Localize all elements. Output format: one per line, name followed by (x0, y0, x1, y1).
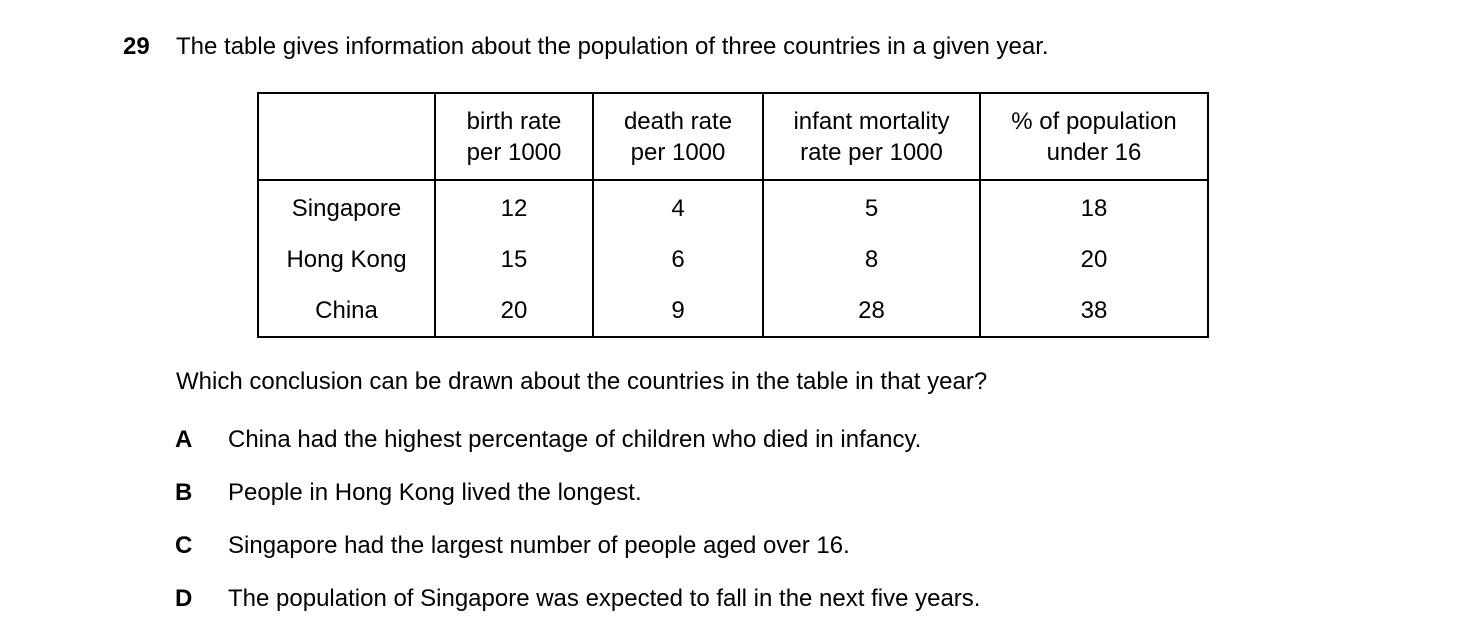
population-table (257, 92, 1209, 338)
header-line: death rate (623, 107, 733, 135)
option-text: Singapore had the largest number of people aged over 16. (228, 532, 850, 559)
question-number: 29 (123, 33, 150, 60)
header-line: rate per 1000 (800, 138, 943, 166)
header-line: birth rate (466, 107, 562, 135)
header-cell-infant-mortality (763, 93, 980, 180)
option-letter: A (175, 426, 193, 453)
row-label-cell: Hong Kong (258, 234, 435, 285)
table-cell: 4 (593, 180, 763, 234)
row-label-cell: Singapore (258, 180, 435, 234)
table-cell: 20 (980, 234, 1208, 285)
table-row (258, 180, 1208, 234)
table-cell: 8 (763, 234, 980, 285)
header-cell-birth-rate (435, 93, 593, 180)
header-cell-population-under-16 (980, 93, 1208, 180)
header-line: % of population (1011, 107, 1177, 135)
table-cell: 12 (435, 180, 593, 234)
question-prompt: Which conclusion can be drawn about the countries in the table in that year? (176, 368, 988, 395)
header-line: per 1000 (630, 138, 726, 166)
question-text: The table gives information about the population of three countries in a given year. (176, 33, 1049, 60)
table-cell: 18 (980, 180, 1208, 234)
option-letter: D (175, 585, 193, 612)
table-cell: 6 (593, 234, 763, 285)
option-letter: B (175, 479, 193, 506)
table-row (258, 285, 1208, 337)
table-cell: 9 (593, 285, 763, 337)
row-label-cell: China (258, 285, 435, 337)
table-header-row (258, 93, 1208, 180)
header-line: infant mortality (793, 107, 950, 135)
table-cell: 28 (763, 285, 980, 337)
table-cell: 15 (435, 234, 593, 285)
header-cell-death-rate (593, 93, 763, 180)
header-line: per 1000 (466, 138, 562, 166)
option-text: China had the highest percentage of children who died in infancy. (228, 426, 922, 453)
option-letter: C (175, 532, 193, 559)
option-text: People in Hong Kong lived the longest. (228, 479, 642, 506)
table-cell: 5 (763, 180, 980, 234)
header-line: under 16 (1046, 138, 1142, 166)
table-cell: 20 (435, 285, 593, 337)
option-text: The population of Singapore was expected to fall in the next five years. (228, 585, 981, 612)
table-row (258, 234, 1208, 285)
table-cell: 38 (980, 285, 1208, 337)
header-cell-empty (258, 93, 435, 180)
